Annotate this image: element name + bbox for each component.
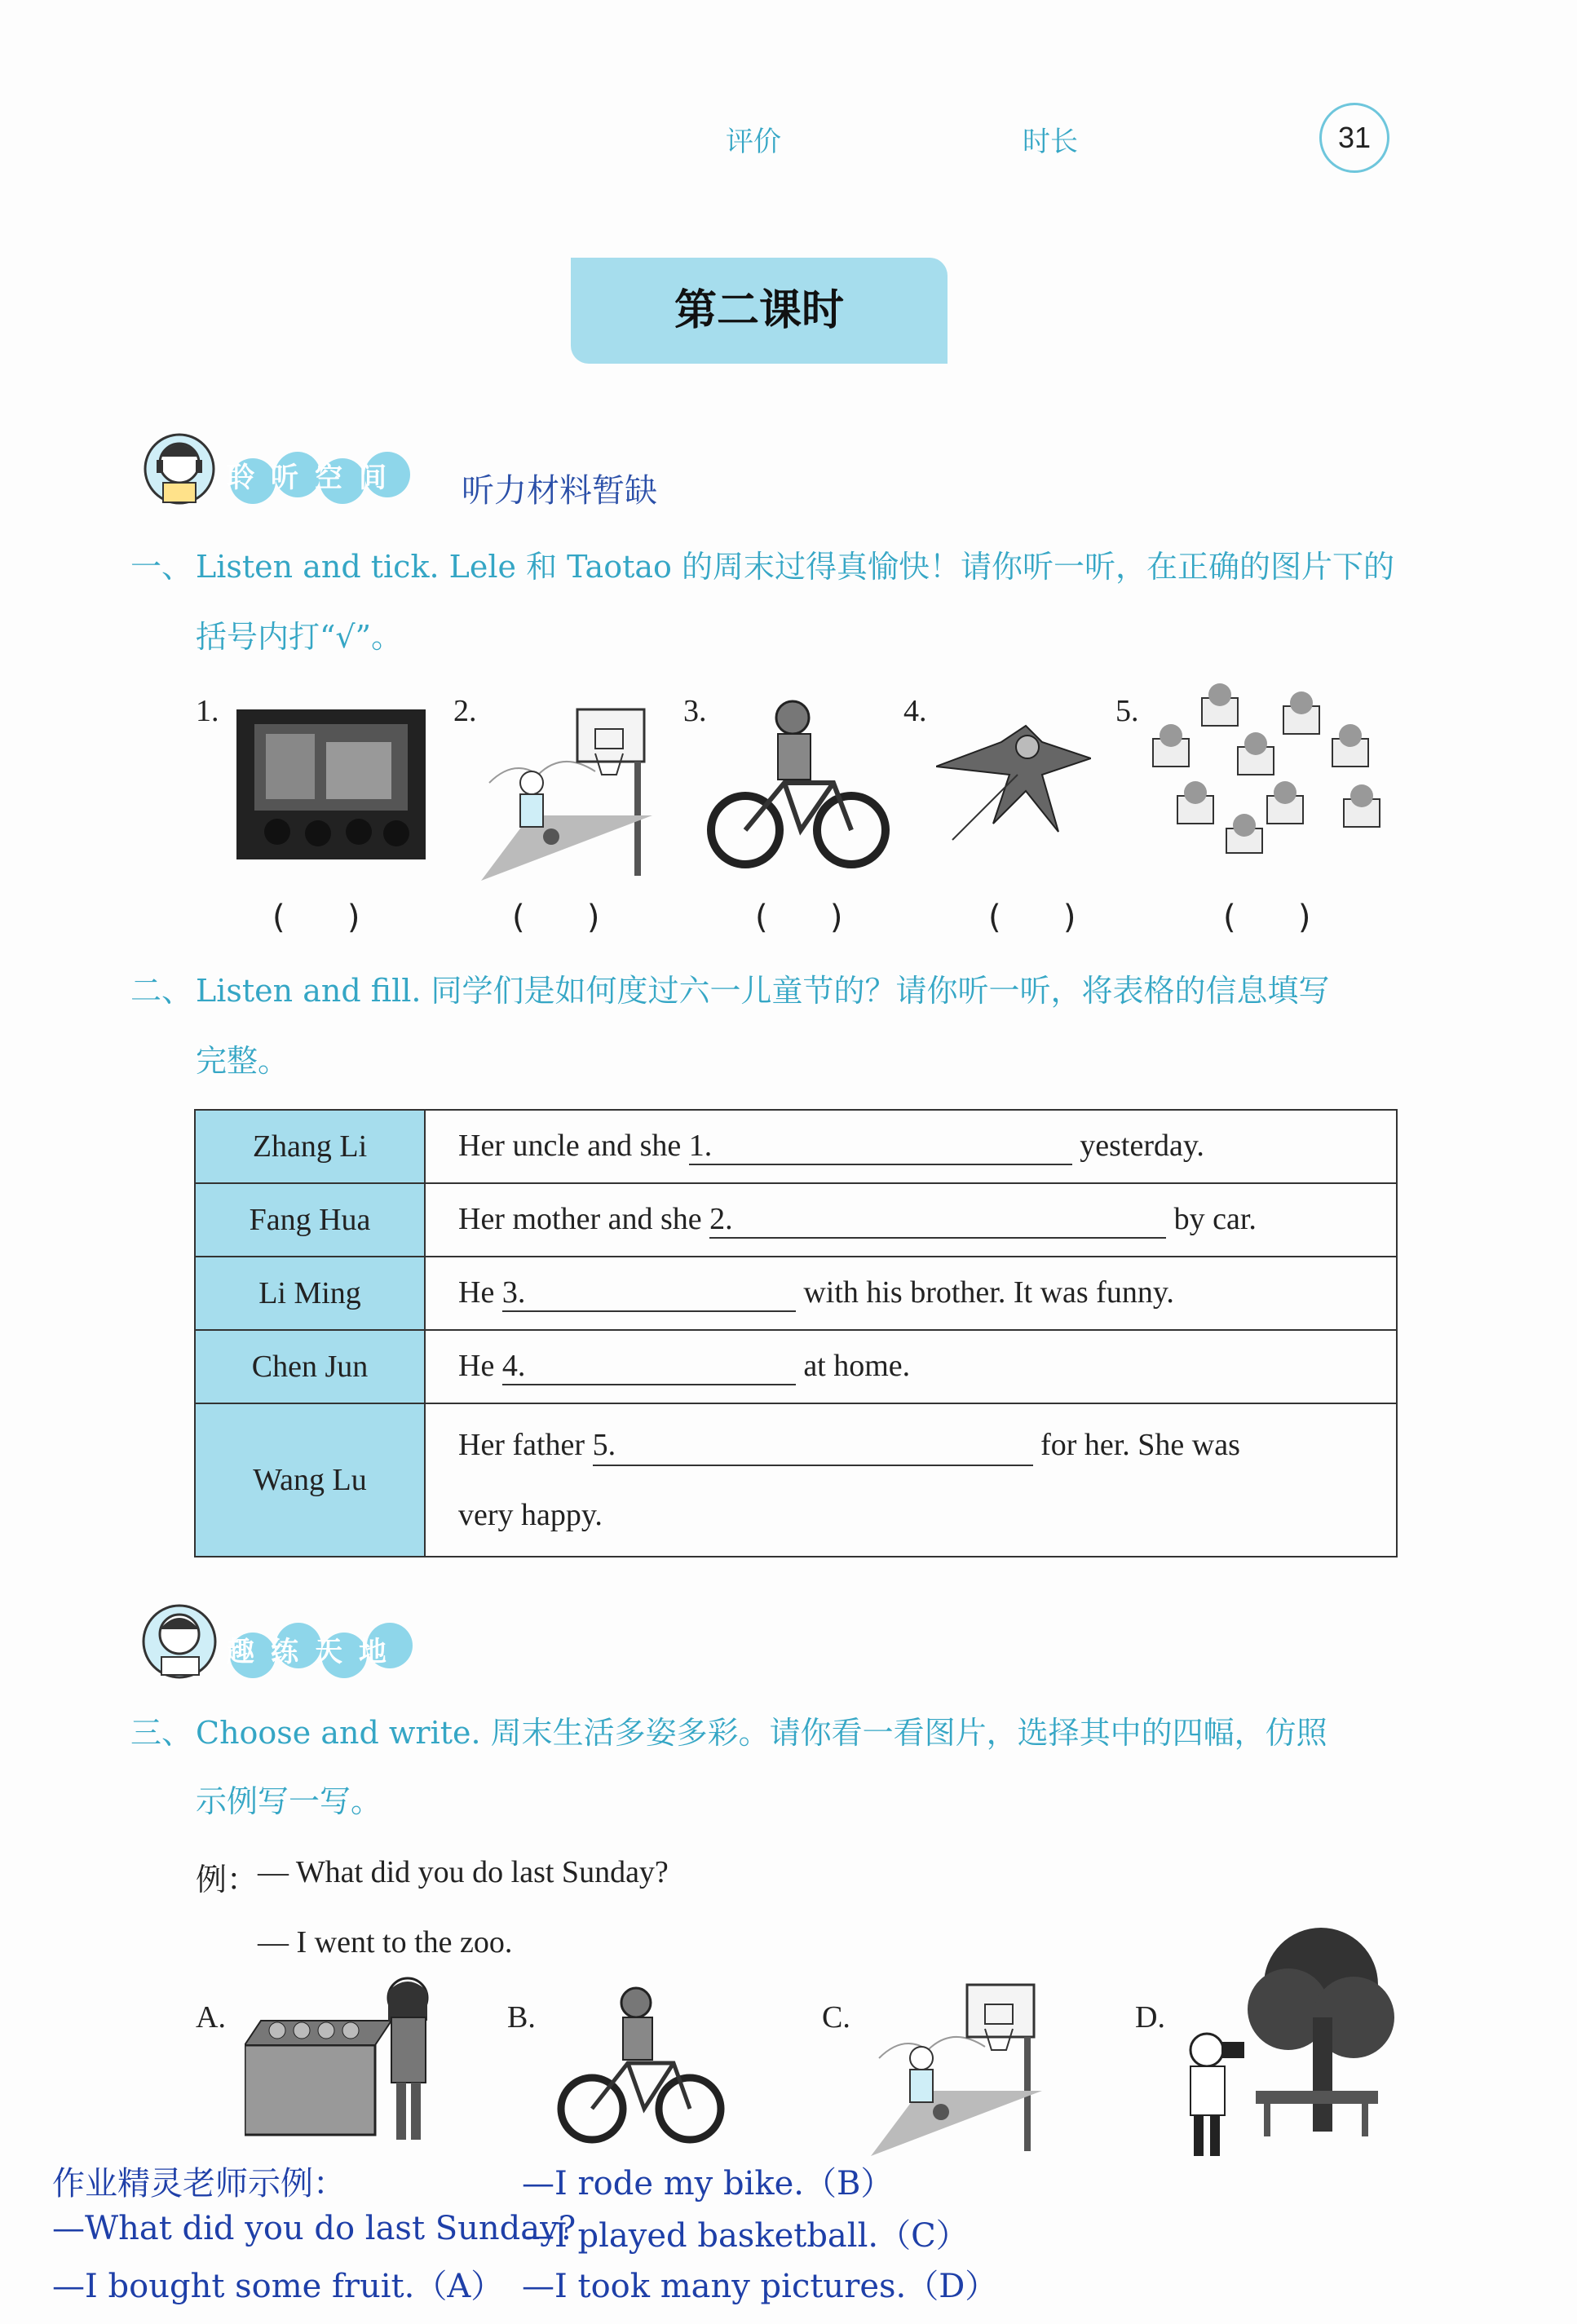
q1-item-3-number: 3. bbox=[683, 694, 707, 728]
q1-item-2-number: 2. bbox=[453, 694, 477, 728]
basketball-image bbox=[871, 1968, 1042, 2156]
option-a-label: A. bbox=[196, 2000, 226, 2035]
sentence-cell bbox=[425, 1110, 1397, 1183]
sentence-after: yesterday. bbox=[1080, 1129, 1204, 1163]
answer-blank-2[interactable] bbox=[709, 1201, 1166, 1239]
bike-image bbox=[703, 693, 890, 873]
listening-logo bbox=[130, 424, 440, 514]
q1-item-5-paren[interactable]: ( ) bbox=[1223, 899, 1311, 936]
table-row bbox=[195, 1110, 1397, 1183]
option-c-label: C. bbox=[822, 2000, 850, 2035]
q1-item-4-paren[interactable]: ( ) bbox=[988, 899, 1076, 936]
sentence-after: at home. bbox=[803, 1349, 911, 1383]
answer-right-1: —I rode my bike.（B） bbox=[522, 2165, 894, 2202]
listening-logo-text: 聆听空间 bbox=[227, 462, 403, 494]
q1-item-3-paren[interactable]: ( ) bbox=[755, 899, 843, 936]
student-name: Fang Hua bbox=[195, 1183, 425, 1257]
q3-instruction-line2: 示例写一写。 bbox=[196, 1783, 382, 1819]
camera-image bbox=[1158, 1920, 1394, 2156]
rating-label: 评价 bbox=[726, 126, 781, 158]
fill-table bbox=[194, 1109, 1398, 1557]
answer-blank-3[interactable] bbox=[502, 1275, 796, 1312]
answer-right-2: —I played basketball.（C） bbox=[522, 2217, 969, 2255]
q1-item-2-paren[interactable]: ( ) bbox=[512, 899, 600, 936]
sentence-after: for her. She was bbox=[1040, 1428, 1240, 1462]
bike-image bbox=[554, 1982, 726, 2145]
example-label: 例： bbox=[196, 1862, 258, 1898]
sentence-cell bbox=[425, 1330, 1397, 1403]
blank-number: 1. bbox=[688, 1129, 713, 1163]
answer-left-2: —I bought some fruit.（A） bbox=[52, 2268, 504, 2305]
answer-right-3: —I took many pictures.（D） bbox=[522, 2268, 998, 2305]
answer-left-1: —What did you do last Sunday? bbox=[52, 2210, 576, 2247]
listening-note: 听力材料暂缺 bbox=[462, 472, 657, 510]
q1-instruction-line1: Listen and tick. Lele 和 Taotao 的周末过得真愉快！请你听一听，在正确的图片下的 bbox=[196, 549, 1394, 585]
option-b-label: B. bbox=[507, 2000, 536, 2035]
duration-label: 时长 bbox=[1023, 126, 1078, 158]
student-name: Li Ming bbox=[195, 1257, 425, 1330]
sentence-cell bbox=[425, 1183, 1397, 1257]
answers-title: 作业精灵老师示例： bbox=[52, 2165, 346, 2202]
example-answer: — I went to the zoo. bbox=[258, 1925, 513, 1959]
q2-prefix: 二、 bbox=[130, 973, 193, 1009]
practice-logo-text: 趣练天地 bbox=[227, 1636, 403, 1668]
sentence-before: Her mother and she bbox=[458, 1202, 702, 1236]
q1-prefix: 一、 bbox=[130, 549, 193, 585]
blank-number: 5. bbox=[592, 1428, 616, 1462]
table-row bbox=[195, 1183, 1397, 1257]
table-row bbox=[195, 1330, 1397, 1403]
table-row bbox=[195, 1257, 1397, 1330]
sentence-before: He bbox=[458, 1349, 495, 1383]
answer-blank-5[interactable] bbox=[593, 1427, 1033, 1466]
q2-instruction-line2: 完整。 bbox=[196, 1043, 289, 1079]
student-name: Wang Lu bbox=[195, 1403, 425, 1557]
cinema-image bbox=[236, 709, 426, 859]
basketball-image bbox=[481, 693, 652, 881]
student-name: Chen Jun bbox=[195, 1330, 425, 1403]
blank-number: 3. bbox=[501, 1275, 526, 1310]
sentence-after: by car. bbox=[1173, 1202, 1257, 1236]
q2-instruction-line1: Listen and fill. 同学们是如何度过六一儿童节的？请你听一听，将表格的信息填写 bbox=[196, 973, 1330, 1009]
q1-item-1-paren[interactable]: ( ) bbox=[272, 899, 360, 936]
q1-item-5-number: 5. bbox=[1115, 694, 1139, 728]
student-name: Zhang Li bbox=[195, 1110, 425, 1183]
page-number: 31 bbox=[1319, 103, 1389, 173]
q1-item-1-number: 1. bbox=[196, 694, 219, 728]
practice-logo bbox=[130, 1597, 440, 1686]
sentence-cell bbox=[425, 1257, 1397, 1330]
sentence-line2: very happy. bbox=[458, 1498, 603, 1532]
answer-blank-4[interactable] bbox=[502, 1348, 796, 1385]
answer-blank-1[interactable] bbox=[689, 1128, 1072, 1165]
q3-instruction-line1: Choose and write. 周末生活多姿多彩。请你看一看图片，选择其中的四幅，仿照 bbox=[196, 1715, 1327, 1751]
blank-number: 2. bbox=[709, 1202, 733, 1236]
cakes-image bbox=[1145, 674, 1389, 861]
sentence-cell bbox=[425, 1403, 1397, 1557]
q1-item-4-number: 4. bbox=[903, 694, 927, 728]
q3-prefix: 三、 bbox=[130, 1715, 193, 1751]
option-d-label: D. bbox=[1135, 2000, 1165, 2035]
sentence-after: with his brother. It was funny. bbox=[803, 1275, 1174, 1310]
kite-image bbox=[936, 709, 1091, 848]
table-row bbox=[195, 1403, 1397, 1557]
sentence-before: Her father bbox=[458, 1428, 585, 1462]
lesson-title: 第二课时 bbox=[571, 258, 948, 364]
q1-instruction-line2: 括号内打“√”。 bbox=[196, 619, 403, 655]
fruit-shop-image bbox=[245, 1972, 448, 2143]
sentence-before: He bbox=[458, 1275, 495, 1310]
sentence-before: Her uncle and she bbox=[458, 1129, 682, 1163]
example-question: — What did you do last Sunday? bbox=[258, 1855, 669, 1889]
blank-number: 4. bbox=[501, 1349, 526, 1383]
